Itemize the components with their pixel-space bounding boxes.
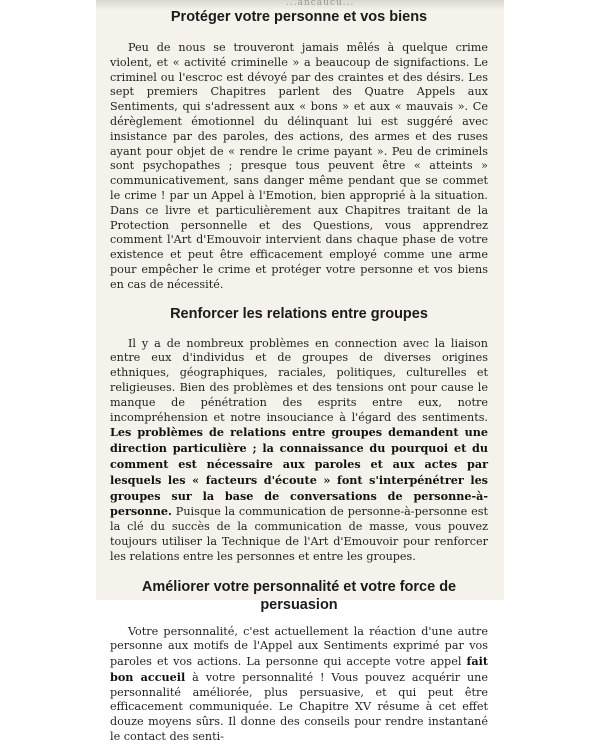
- bold-text-run: Les problèmes de relations entre groupes demandent une direction particulière ; la connaissance du pourquoi et du comment est nécessaire aux paroles et aux actes par lesquels les « facteurs d'écoute » font s'interpénétrer les groupes sur la base de conversations de personne-à-personne.: [110, 425, 488, 519]
- section-heading-personality: Améliorer votre personnalité et votre force de persuasion: [141, 578, 457, 613]
- text-run: Puisque la communication de personne-à-personne est la clé du succès de la communication de masse, vous pouvez toujours utiliser la Technique de l'Art d'Emouvoir pour renforcer les relations entre les personnes et entre les groupes.: [110, 505, 488, 563]
- paragraph-personality: [110, 625, 488, 745]
- bold-text-run: fait bon accueil: [110, 654, 488, 684]
- section-heading-protect: Protéger votre personne et vos biens: [170, 9, 428, 25]
- paragraph-protect: [110, 41, 488, 293]
- text-run: Il y a de nombreux problèmes en connection avec la liaison entre eux d'individus et de groupes de diverses origines ethniques, géographiques, raciales, politiques, culturelles et religieuses. Bien des problèmes et des tensions ont pour cause le manque de pénétration des esprits entre eux, notre incompréhension et notre insouciance à l'égard des sentiments.: [110, 336, 488, 424]
- text-run: à votre personnalité ! Vous pouvez acquérir une personnalité améliorée, plus persuasive, et qui peut être efficacement communiquée. Le Chapitre XV résume à cet effet douze moyens sûrs. Il donne des conseils pour rendre instantané le contact des senti-: [110, 670, 488, 744]
- text-run: Votre personnalité, c'est actuellement la réaction d'une autre personne aux motifs de l'Appel aux Sentiments exprimé par vos paroles et vos actions. La personne qui accepte votre appel: [110, 624, 488, 669]
- text-run: Peu de nous se trouveront jamais mêlés à quelque crime violent, et « activité criminelle » a beaucoup de signifactions. Le criminel ou l'escroc est dévoyé par des craintes et des désirs. Les sept premiers Chapitres parlent des Quatre Appels aux Sentiments, qui s'adressent aux « bons » et aux « mauvais ». Ce dérèglement émotionnel du délinquant lui est suggéré avec insistance par des paroles, des actions, des armes et des ruses ayant pour objet de « rendre le crime payant ». Peu de criminels sont psychopathes ; presque tous peuvent être « atteints » communicativement, sans danger même pendant que se commet le crime ! par un Appel à l'Emotion, bien approprié à la situation. Dans ce livre et particulièrement aux Chapitres traitant de la Protection personnelle et des Questions, vous apprendrez comment l'Art d'Emouvoir intervient dans chaque phase de votre existence et peut être efficacement employé comme une arme pour empêcher le crime et protéger votre personne et vos biens en cas de nécessité.: [110, 41, 488, 291]
- section-heading-relations: Renforcer les relations entre groupes: [170, 305, 428, 322]
- book-page: [96, 0, 504, 744]
- paragraph-relations: [110, 337, 488, 565]
- bleed-through-text: ...ancaucu...: [286, 0, 355, 8]
- page-content: [110, 8, 488, 745]
